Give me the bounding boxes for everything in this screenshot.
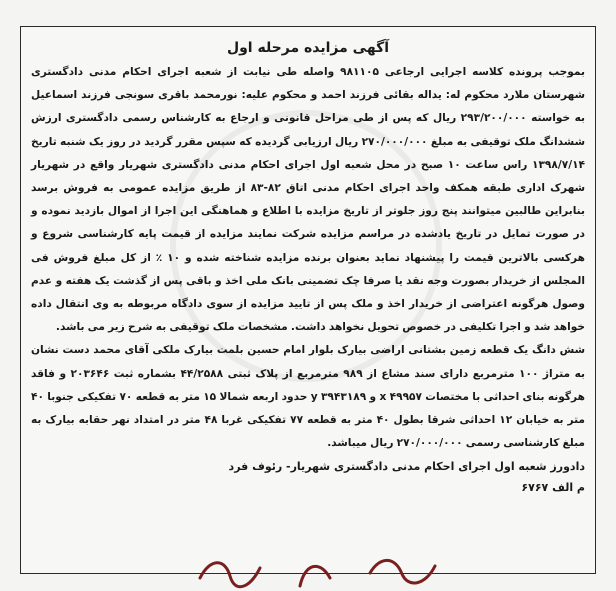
auction-notice [20, 26, 596, 574]
notice-signature: دادورز شعبه اول اجرای احکام مدنی دادگستری شهریار- رئوف فرد [228, 460, 585, 474]
notice-body [31, 61, 585, 455]
notice-paragraph-main: بموجب پرونده کلاسه اجرایی ارجاعی ۹۸۱۱۰۵ واصله طی نیابت از شعبه اجرای احکام مدنی دادگستری شهرستان ملارد محکوم له: یداله بقائی فرزند احمد و محکوم علیه: نورمحمد باقری سونجی فرزند اسماعیل به خواسته ۲۹۳/۲۰۰/۰۰۰ ریال که پس از طی مراحل قانونی و ارجاع به کارشناس رسمی دادگستری ارزش ششدانگ ملک توقیفی به مبلغ ۲۷۰/۰۰۰/۰۰۰ ریال ارزیابی گردیده که سپس مقرر گردید در روز یک شنبه تاریخ ۱۳۹۸/۷/۱۴ راس ساعت ۱۰ صبح در محل شعبه اول اجرای احکام مدنی دادگستری شهریار واقع در شهریار شهرک اداری طبقه همکف واحد اجرای احکام مدنی اتاق ۸۲-۸۳ از طریق مزایده عمومی به فروش برسد بنابراین طالبین میتوانند پنج روز جلوتر از تاریخ مزایده با اطلاع و هماهنگی این اجرا از اموال بازدید نموده و در صورت تمایل در تاریخ یادشده در مراسم مزایده شرکت نمایند مزایده از قیمت پایه کارشناسی شروع و هرکسی بالاترین قیمت را پیشنهاد نماید بعنوان برنده مزایده شناخته شده و ۱۰ ٪ از کل مبلغ فروش فی المجلس از خریدار بصورت وجه نقد یا صرفا چک تضمینی بانک ملی اخذ و باقی پس از گذشت یک هفته و عدم وصول هرگونه اعتراضی از خریدار اخذ و ملک پس از تایید مزایده از سوی دادگاه مربوطه به وی انتقال داده خواهد شد و اجرا تکلیفی در خصوص تحویل نخواهد داشت. مشخصات ملک توقیفی به شرح زیر می باشد. [31, 66, 586, 334]
notice-paragraph-property: شش دانگ یک قطعه زمین بشتانی اراضی بیارک بلوار امام حسین بلمت بیارک ملکی آقای محمد دست نشان به متراژ ۱۰۰ مترمربع دارای سند مشاع از ۹۸۹ مترمربع از پلاک ثبتی ۴۴/۲۵۸۸ بشماره ثبت ۲۰۳۶۴۶ و فاقد هرگونه بنای احداثی با مختصات ۴۹۹۵۷ x و ۳۹۴۳۱۸۹ y حدود اربعه شمالا ۱۵ متر به قطعه ۷۰ تفکیکی جنوبا ۴۰ متر به خیابان ۱۲ احداثی شرقا بطول ۴۰ متر به قطعه ۷۷ تفکیکی غربا ۴۸ متر در امتداد نهر حقابه بیارک به مبلغ کارشناسی رسمی ۲۷۰/۰۰۰/۰۰۰ ریال میباشد. [31, 344, 585, 450]
notice-title: آگهی مزایده مرحله اول [226, 40, 390, 56]
notice-code: م الف ۶۷۶۷ [521, 481, 585, 495]
